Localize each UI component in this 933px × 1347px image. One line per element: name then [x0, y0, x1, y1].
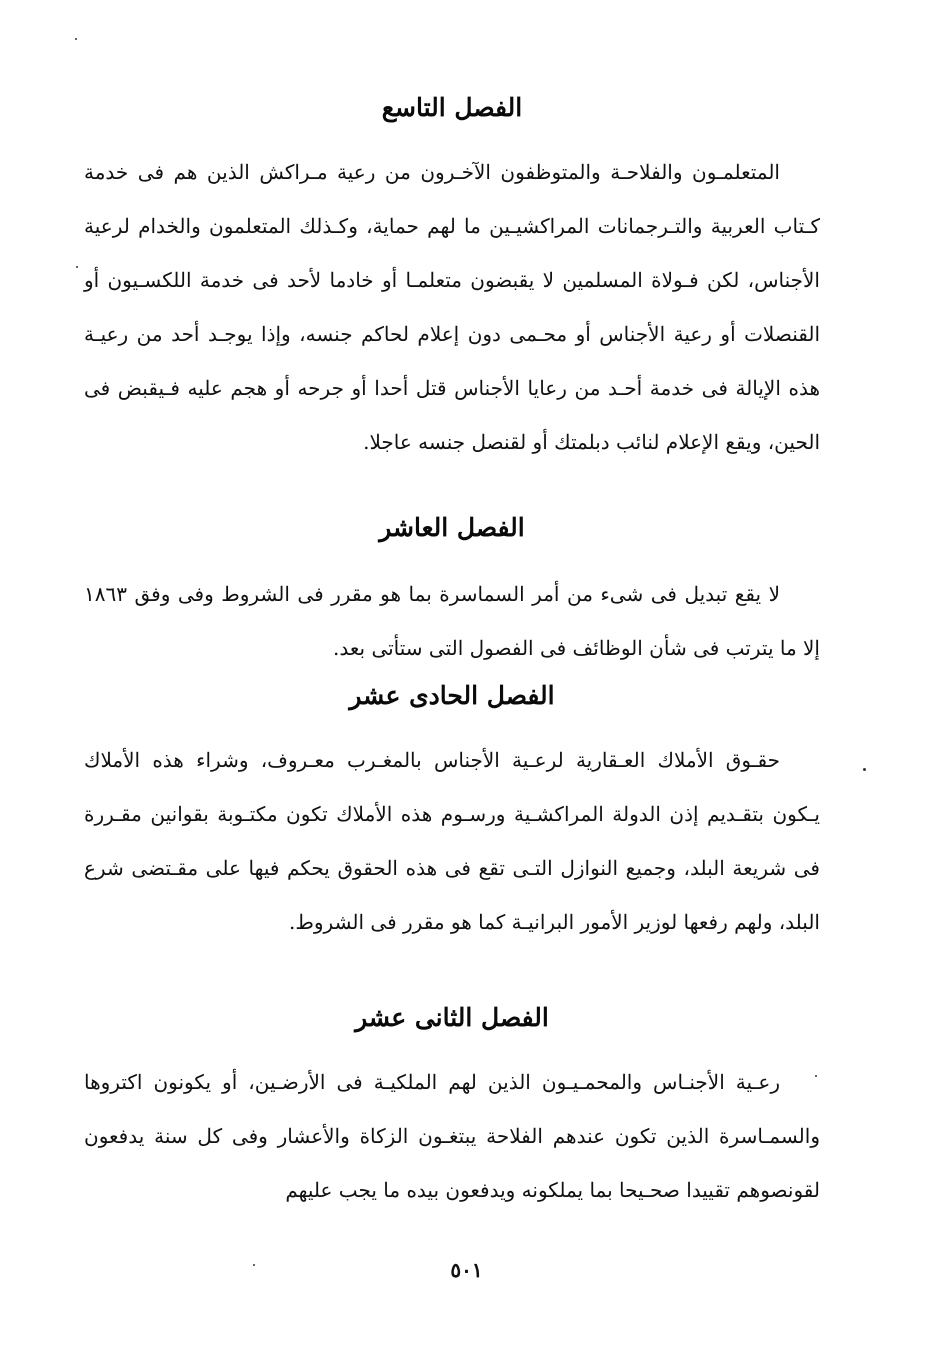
section-heading-11: الفصل الحادى عشر — [349, 681, 555, 710]
scan-speck — [863, 768, 866, 771]
section-body-9 — [84, 145, 820, 469]
section-body-11 — [84, 733, 820, 949]
section-body-10 — [84, 567, 820, 675]
scan-speck — [253, 1264, 255, 1266]
paragraph: رعـية الأجنـاس والمحمـيـون الذين لهم الملكيـة فى الأرضـين، أو يكونون اكتروها والسمـاسرة الذين تكون عندهم الفلاحة يبتغـون الزكاة والأعشار وفى كل سنة يدفعون لقونصوهم تقييدا صحـيحا بما يملكونه ويدفعون بيده ما يجب عليهم — [84, 1070, 820, 1202]
paragraph: حقـوق الأملاك العـقارية لرعـية الأجناس بالمغـرب معـروف، وشراء هذه الأملاك يـكون بتقـديم إذن الدولة المراكشـية ورسـوم هذه الأملاك تكون مكتـوبة بقوانين مقـررة فى شريعة البلد، وجميع النوازل التـى تقع فى هذه الحقوق يحكم فيها على مقـتضى شرع البلد، ولهم رفعها لوزير الأمور البرانيـة كما هو مقرر فى الشروط. — [84, 748, 820, 934]
section-body-12 — [84, 1055, 820, 1217]
paragraph: لا يقع تبديل فى شىء من أمر السماسرة بما هو مقرر فى الشروط وفى وفق ١٨٦٣ إلا ما يترتب فى شأن الوظائف فى الفصول التى ستأتى بعد. — [84, 582, 820, 660]
scan-speck — [75, 38, 77, 40]
page-number: ٥٠١ — [450, 1258, 483, 1282]
section-heading-10: الفصل العاشر — [379, 513, 525, 542]
section-heading-9: الفصل التاسع — [381, 93, 523, 122]
scan-speck — [76, 266, 78, 268]
scan-speck — [815, 1075, 817, 1077]
paragraph: المتعلمـون والفلاحـة والمتوظفون الآخـرون من رعية مـراكش الذين هم فى خدمة كـتاب العربية والتـرجمانات المراكشيـين ما لهم حماية، وكـذلك المتعلمون والخدام لرعية الأجناس، لكن فـولاة المسلمين لا يقبضون متعلمـا أو خادما لأحد فى خدمة اللكسـيون أو القنصلات أو رعية الأجناس أو محـمى دون إعلام لحاكم جنسه، وإذا يوجـد أحد من رعيـة هذه الإيالة فى خدمة أحـد من رعايا الأجناس قتل أحدا أو جرحه أو هجم عليه فـيقبض فى الحين، ويقع الإعلام لنائب دبلمتك أو لقنصل جنسه عاجلا. — [84, 160, 820, 454]
section-heading-12: الفصل الثانى عشر — [355, 1003, 549, 1032]
